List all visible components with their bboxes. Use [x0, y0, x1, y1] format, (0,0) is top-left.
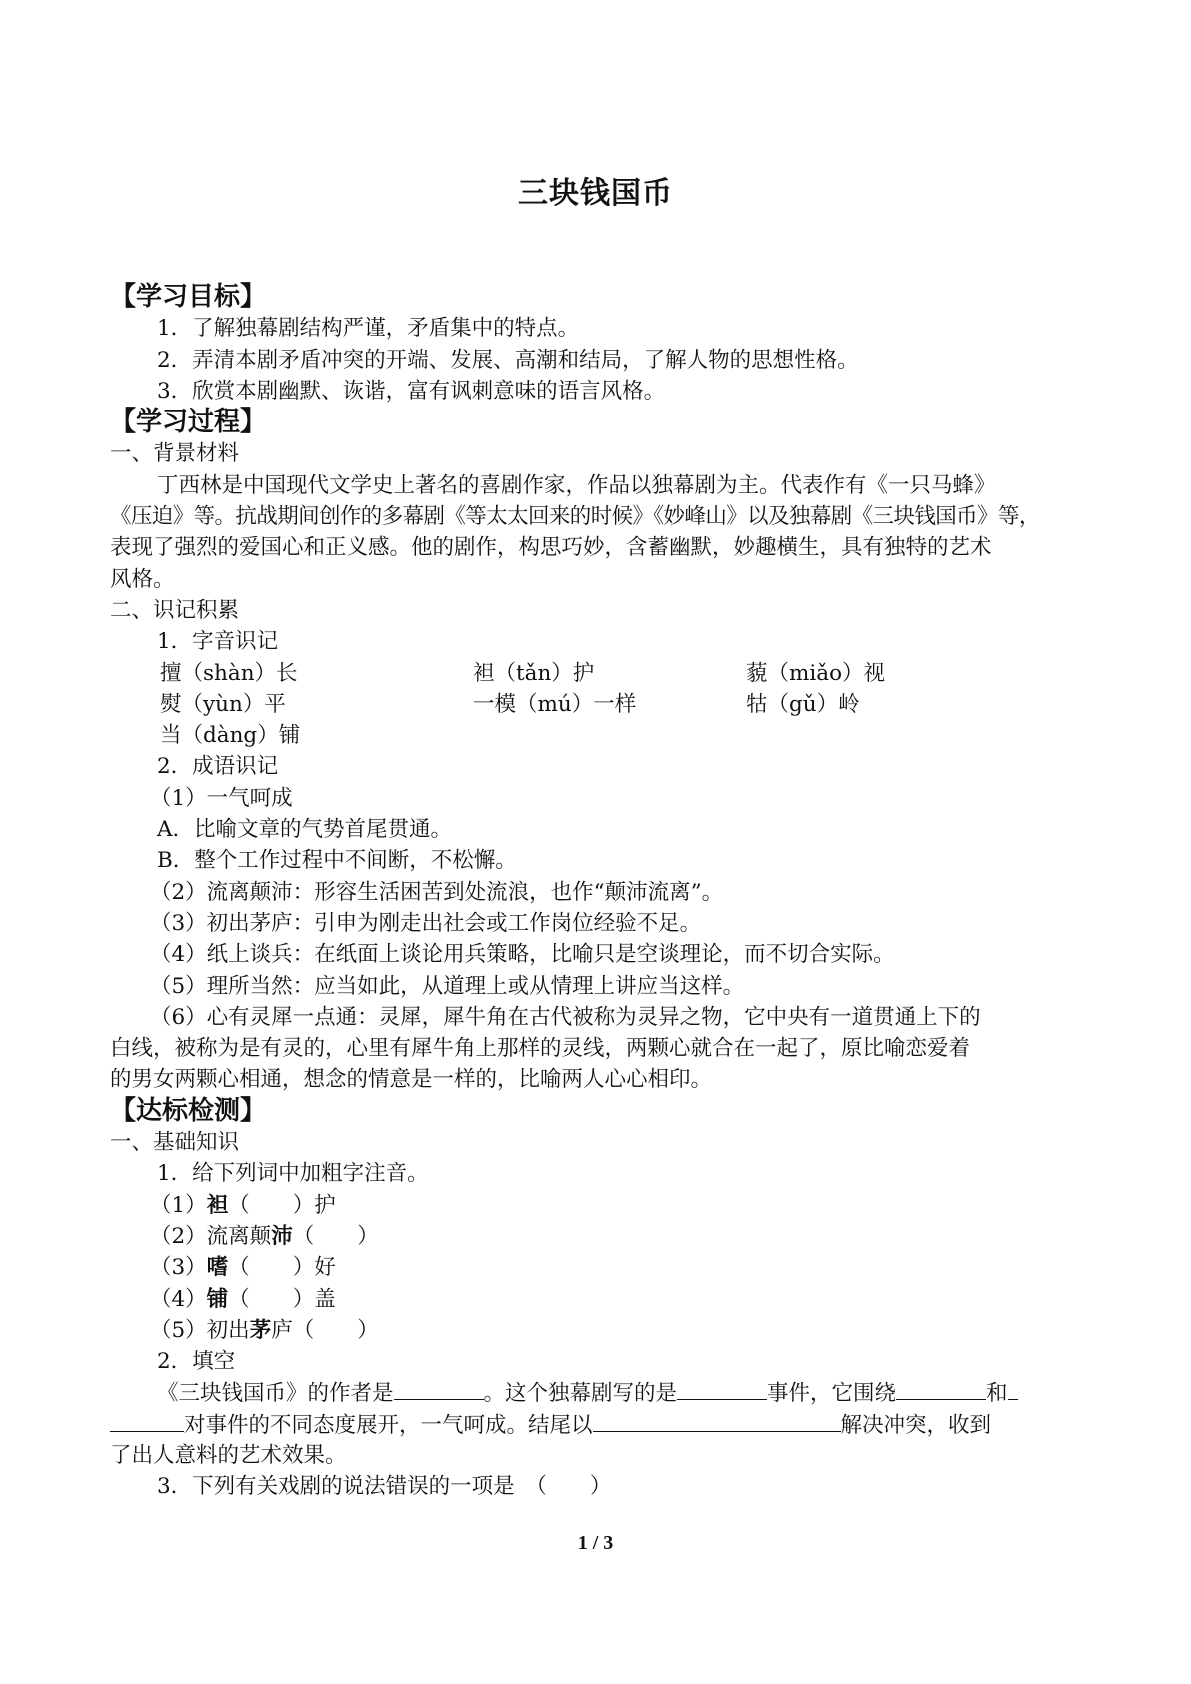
section-heading-process: 【学习过程】	[110, 407, 267, 438]
answer-blank[interactable]	[394, 1377, 484, 1400]
goal-item: 3．欣赏本剧幽默、诙谐，富有讽刺意味的语言风格。	[157, 378, 666, 404]
goal-item: 1．了解独幕剧结构严谨，矛盾集中的特点。	[157, 316, 580, 342]
question-1-item	[110, 1252, 1090, 1283]
answer-blank[interactable]	[896, 1377, 986, 1400]
fill-blank-line	[110, 1409, 1090, 1440]
bold-char: 袒	[206, 1192, 229, 1218]
goal-item: 2．弄清本剧矛盾冲突的开端、发展、高潮和结局，了解人物的思想性格。	[157, 347, 859, 373]
idiom-line: （3）初出茅庐：引申为刚走出社会或工作岗位经验不足。	[150, 910, 702, 936]
question-1-item	[110, 1190, 1090, 1221]
item-prefix: （4）	[150, 1286, 207, 1312]
subheading-basic: 一、基础知识	[110, 1130, 240, 1156]
section-heading-goals: 【学习目标】	[110, 282, 267, 312]
pronunciation-row	[110, 689, 1090, 720]
answer-blank[interactable]	[1008, 1377, 1018, 1400]
question-1-item	[110, 1315, 1090, 1346]
page-number: 1 / 3	[577, 1532, 614, 1554]
question-3: 3．下列有关戏剧的说法错误的一项是 （ ）	[157, 1474, 612, 1500]
idiom-line: （2）流离颠沛：形容生活困苦到处流浪，也作“颠沛流离”。	[150, 879, 724, 905]
answer-blank[interactable]	[593, 1409, 841, 1432]
pronunciation-item: 熨（yùn）平	[160, 691, 286, 717]
question-1: 1．给下列词中加粗字注音。	[157, 1161, 429, 1187]
pronunciation-heading: 1．字音识记	[157, 629, 279, 655]
fill-text: 解决冲突，收到	[840, 1412, 992, 1438]
fill-text: 《三块钱国币》的作者是	[157, 1381, 394, 1407]
pronunciation-item: 袒（tǎn）护	[473, 660, 595, 686]
bold-char: 沛	[271, 1223, 293, 1249]
pronunciation-item: 藐（miǎo）视	[746, 660, 886, 686]
idiom-line: （6）心有灵犀一点通：灵犀，犀牛角在古代被称为灵异之物，它中央有一道贯通上下的	[150, 1004, 981, 1030]
idiom-line: （5）理所当然：应当如此，从道理上或从情理上讲应当这样。	[150, 973, 745, 999]
item-suffix: 庐（ ）	[271, 1317, 379, 1343]
pronunciation-item: 一模（mú）一样	[473, 691, 637, 717]
item-prefix: （5）初出	[150, 1317, 250, 1343]
item-suffix: （ ）盖	[228, 1286, 336, 1312]
document-body	[110, 282, 1090, 1503]
fill-blank-line	[110, 1377, 1090, 1408]
pronunciation-item: 擅（shàn）长	[160, 660, 298, 686]
paragraph-line: 丁西林是中国现代文学史上著名的喜剧作家，作品以独幕剧为主。代表作有《一只马蜂》	[157, 472, 996, 498]
idiom-line: B．整个工作过程中不间断，不松懈。	[157, 848, 517, 874]
paragraph-line: 《压迫》等。抗战期间创作的多幕剧《等太太回来的时候》《妙峰山》以及独幕剧《三块钱国币》等，	[110, 504, 1040, 530]
item-prefix: （2）流离颠	[150, 1223, 272, 1249]
page-title: 三块钱国币	[518, 176, 673, 211]
answer-blank[interactable]	[110, 1409, 184, 1432]
question-1-item	[110, 1284, 1090, 1315]
paragraph-line: 风格。	[110, 566, 175, 592]
idiom-line: （1）一气呵成	[150, 785, 293, 811]
fill-blank-line: 了出人意料的艺术效果。	[110, 1442, 347, 1468]
idiom-line: 的男女两颗心相通，想念的情意是一样的，比喻两人心心相印。	[110, 1067, 713, 1093]
idiom-line: 白线，被称为是有灵的，心里有犀牛角上那样的灵线，两颗心就合在一起了，原比喻恋爱着	[110, 1036, 971, 1062]
question-1-item	[110, 1221, 1090, 1252]
item-suffix: （ ）好	[228, 1255, 336, 1281]
idiom-line: （4）纸上谈兵：在纸面上谈论用兵策略，比喻只是空谈理论，而不切合实际。	[150, 942, 895, 968]
bold-char: 茅	[249, 1317, 272, 1343]
fill-text: 。这个独幕剧写的是	[483, 1381, 678, 1407]
bold-char: 嗜	[206, 1255, 229, 1281]
item-suffix: （ ）护	[228, 1192, 336, 1218]
item-suffix: （ ）	[292, 1223, 379, 1249]
bold-char: 铺	[206, 1286, 229, 1312]
idiom-line: A．比喻文章的气势首尾贯通。	[157, 817, 453, 843]
item-prefix: （1）	[150, 1192, 207, 1218]
answer-blank[interactable]	[677, 1377, 767, 1400]
subheading-accumulation: 二、识记积累	[110, 597, 240, 623]
idiom-heading: 2．成语识记	[157, 754, 279, 780]
pronunciation-item: 牯（gǔ）岭	[746, 691, 860, 717]
fill-text: 和	[986, 1381, 1008, 1407]
item-prefix: （3）	[150, 1255, 207, 1281]
fill-text: 对事件的不同态度展开，一气呵成。结尾以	[184, 1412, 593, 1438]
pronunciation-item: 当（dàng）铺	[160, 723, 301, 749]
pronunciation-row	[110, 658, 1090, 689]
paragraph-line: 表现了强烈的爱国心和正义感。他的剧作，构思巧妙，含蓄幽默，妙趣横生，具有独特的艺术	[110, 535, 992, 561]
section-heading-test: 【达标检测】	[110, 1095, 267, 1126]
fill-text: 事件，它围绕	[767, 1381, 897, 1407]
question-2: 2．填空	[157, 1349, 236, 1375]
subheading-background: 一、背景材料	[110, 441, 240, 467]
